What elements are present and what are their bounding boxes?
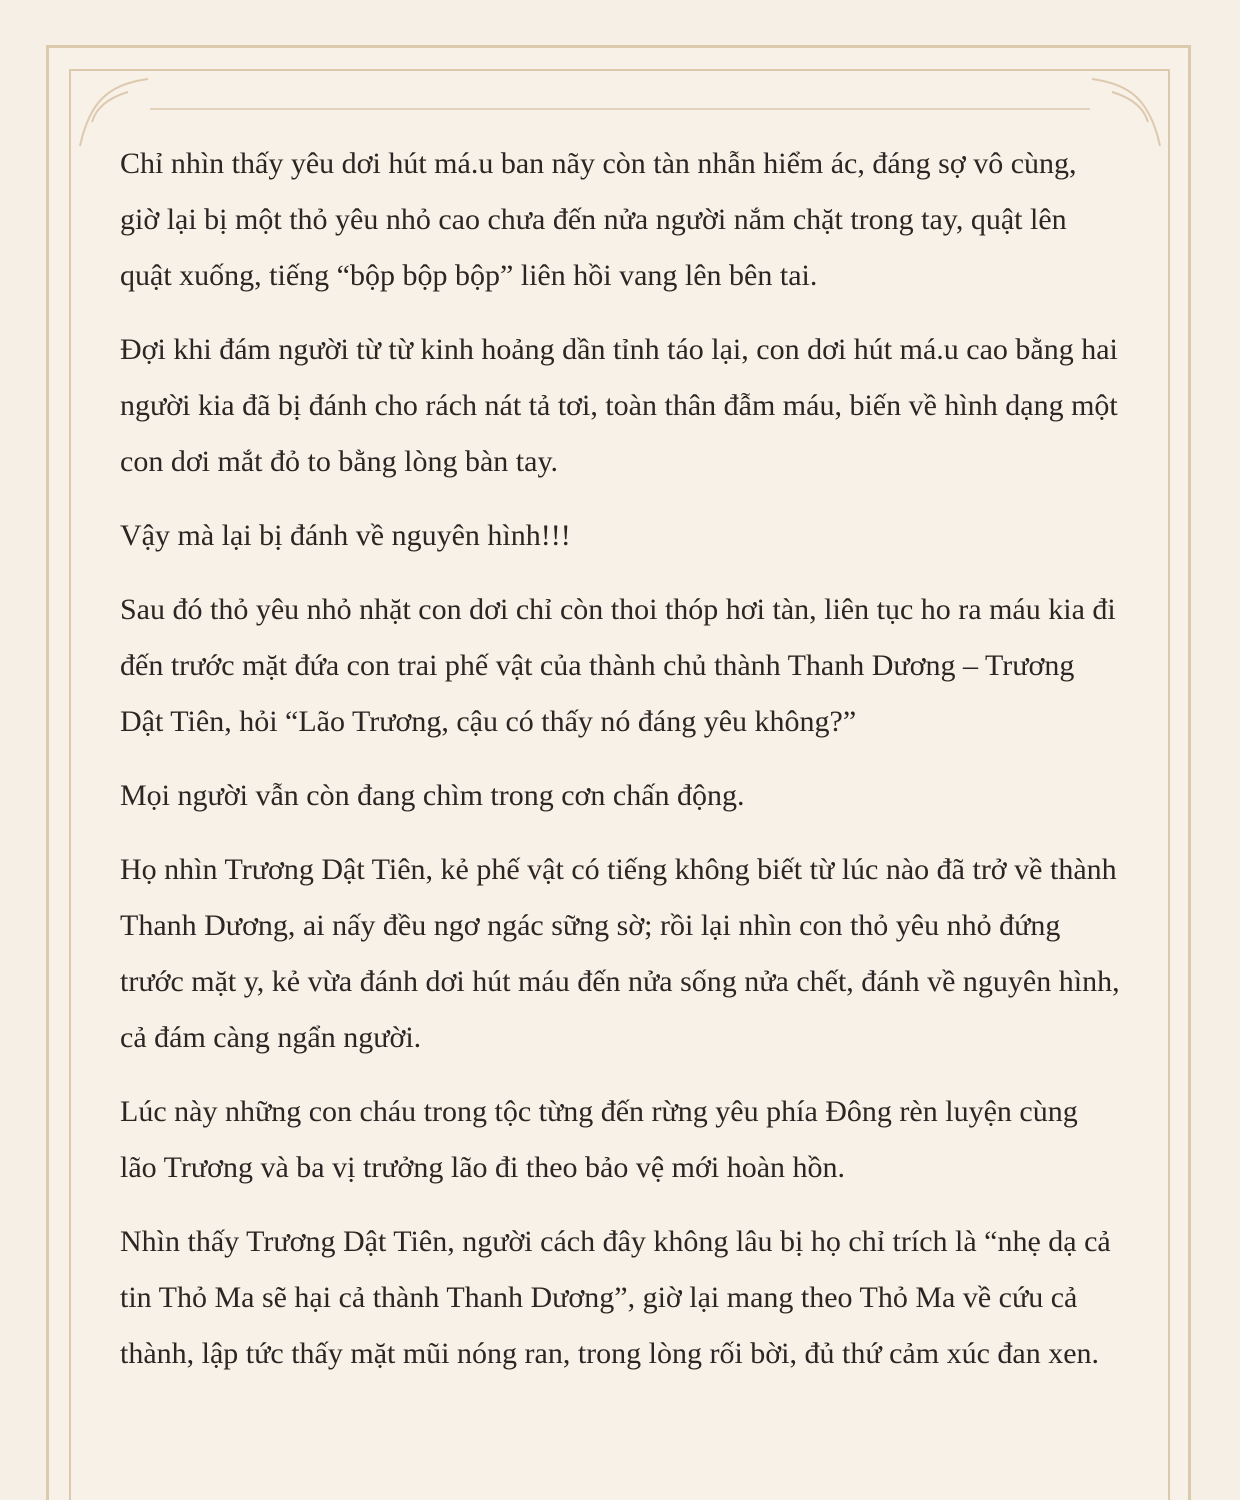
paragraph: Nhìn thấy Trương Dật Tiên, người cách đây không lâu bị họ chỉ trích là “nhẹ dạ cả tin Thỏ Ma sẽ hại cả thành Thanh Dương”, giờ lại mang theo Thỏ Ma về cứu cả thành, lập tức thấy mặt mũi nóng ran, trong lòng rối bời, đủ thứ cảm xúc đan xen.: [120, 1225, 1111, 1370]
story-text: [120, 136, 1120, 1400]
paragraph: Lúc này những con cháu trong tộc từng đến rừng yêu phía Đông rèn luyện cùng lão Trương và ba vị trưởng lão đi theo bảo vệ mới hoàn hồn.: [120, 1095, 1078, 1184]
paragraph: Sau đó thỏ yêu nhỏ nhặt con dơi chỉ còn thoi thóp hơi tàn, liên tục ho ra máu kia đi đến trước mặt đứa con trai phế vật của thành chủ thành Thanh Dương – Trương Dật Tiên, hỏi “Lão Trương, cậu có thấy nó đáng yêu không?”: [120, 593, 1116, 738]
paragraph: Chỉ nhìn thấy yêu dơi hút má.u ban nãy còn tàn nhẫn hiểm ác, đáng sợ vô cùng, giờ lại bị một thỏ yêu nhỏ cao chưa đến nửa người nắm chặt trong tay, quật lên quật xuống, tiếng “bộp bộp bộp” liên hồi vang lên bên tai.: [120, 147, 1077, 292]
paragraph: Đợi khi đám người từ từ kinh hoảng dần tỉnh táo lại, con dơi hút má.u cao bằng hai người kia đã bị đánh cho rách nát tả tơi, toàn thân đẫm máu, biến về hình dạng một con dơi mắt đỏ to bằng lòng bàn tay.: [120, 333, 1118, 478]
paragraph: Mọi người vẫn còn đang chìm trong cơn chấn động.: [120, 779, 745, 812]
paragraph: Họ nhìn Trương Dật Tiên, kẻ phế vật có tiếng không biết từ lúc nào đã trở về thành Thanh Dương, ai nấy đều ngơ ngác sững sờ; rồi lại nhìn con thỏ yêu nhỏ đứng trước mặt y, kẻ vừa đánh dơi hút máu đến nửa sống nửa chết, đánh về nguyên hình, cả đám càng ngẩn người.: [120, 853, 1120, 1054]
paragraph: Vậy mà lại bị đánh về nguyên hình!!!: [120, 519, 571, 552]
